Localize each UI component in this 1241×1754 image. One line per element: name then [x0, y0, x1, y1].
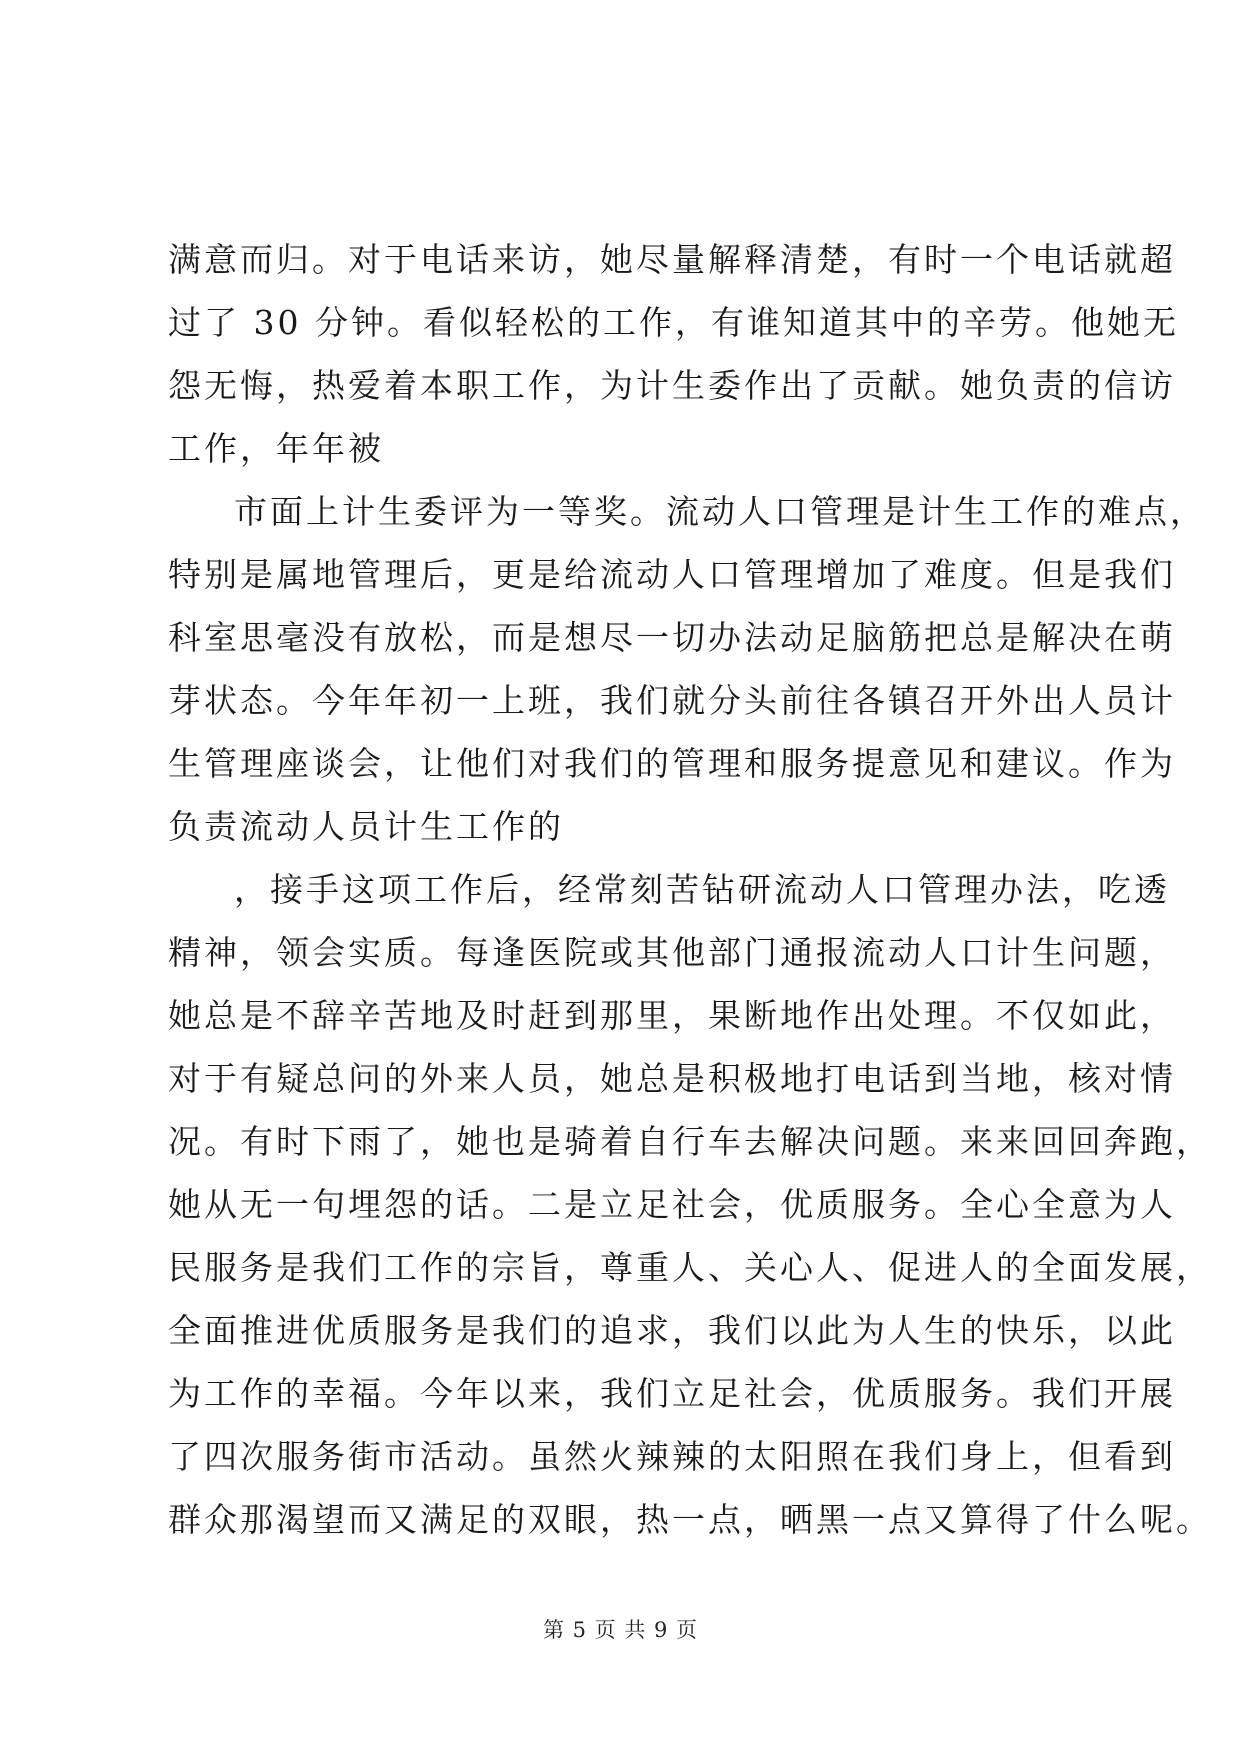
text-line: 况。有时下雨了，她也是骑着自行车去解决问题。来来回回奔跑， — [168, 1122, 1212, 1161]
text-line: 为工作的幸福。今年以来，我们立足社会，优质服务。我们开展 — [168, 1374, 1176, 1413]
text-line: 民服务是我们工作的宗旨，尊重人、关心人、促进人的全面发展， — [168, 1248, 1212, 1287]
text-line: 全面推进优质服务是我们的追求，我们以此为人生的快乐，以此 — [168, 1311, 1176, 1350]
text-line: 科室思毫没有放松，而是想尽一切办法动足脑筋把总是解决在萌 — [168, 618, 1176, 657]
text-line: 怨无悔，热爱着本职工作，为计生委作出了贡献。她负责的信访 — [168, 366, 1176, 405]
text-line: 特别是属地管理后，更是给流动人口管理增加了难度。但是我们 — [168, 555, 1176, 594]
text-line: 群众那渴望而又满足的双眼，热一点，晒黑一点又算得了什么呢。 — [168, 1500, 1212, 1539]
text-line: 生管理座谈会，让他们对我们的管理和服务提意见和建议。作为 — [168, 744, 1176, 783]
text-line: 精神，领会实质。每逢医院或其他部门通报流动人口计生问题， — [168, 933, 1176, 972]
text-line: 满意而归。对于电话来访，她尽量解释清楚，有时一个电话就超 — [168, 240, 1176, 279]
text-line: 她总是不辞辛苦地及时赶到那里，果断地作出处理。不仅如此， — [168, 996, 1176, 1035]
text-line: 工作，年年被 — [168, 429, 384, 468]
paragraph-first-line: ，接手这项工作后，经常刻苦钻研流动人口管理办法，吃透 — [234, 870, 1170, 909]
page-number-footer: 第 5 页 共 9 页 — [542, 1618, 699, 1642]
body-text — [168, 228, 1212, 1551]
paragraph-first-line: 市面上计生委评为一等奖。流动人口管理是计生工作的难点， — [234, 492, 1206, 531]
text-line: 芽状态。今年年初一上班，我们就分头前往各镇召开外出人员计 — [168, 681, 1176, 720]
text-line: 她从无一句埋怨的话。二是立足社会，优质服务。全心全意为人 — [168, 1185, 1176, 1224]
text-line: 对于有疑总问的外来人员，她总是积极地打电话到当地，核对情 — [168, 1059, 1176, 1098]
text-line: 负责流动人员计生工作的 — [168, 807, 564, 846]
text-line: 过了 30 分钟。看似轻松的工作，有谁知道其中的辛劳。他她无 — [168, 303, 1179, 342]
text-line: 了四次服务街市活动。虽然火辣辣的太阳照在我们身上，但看到 — [168, 1437, 1176, 1476]
